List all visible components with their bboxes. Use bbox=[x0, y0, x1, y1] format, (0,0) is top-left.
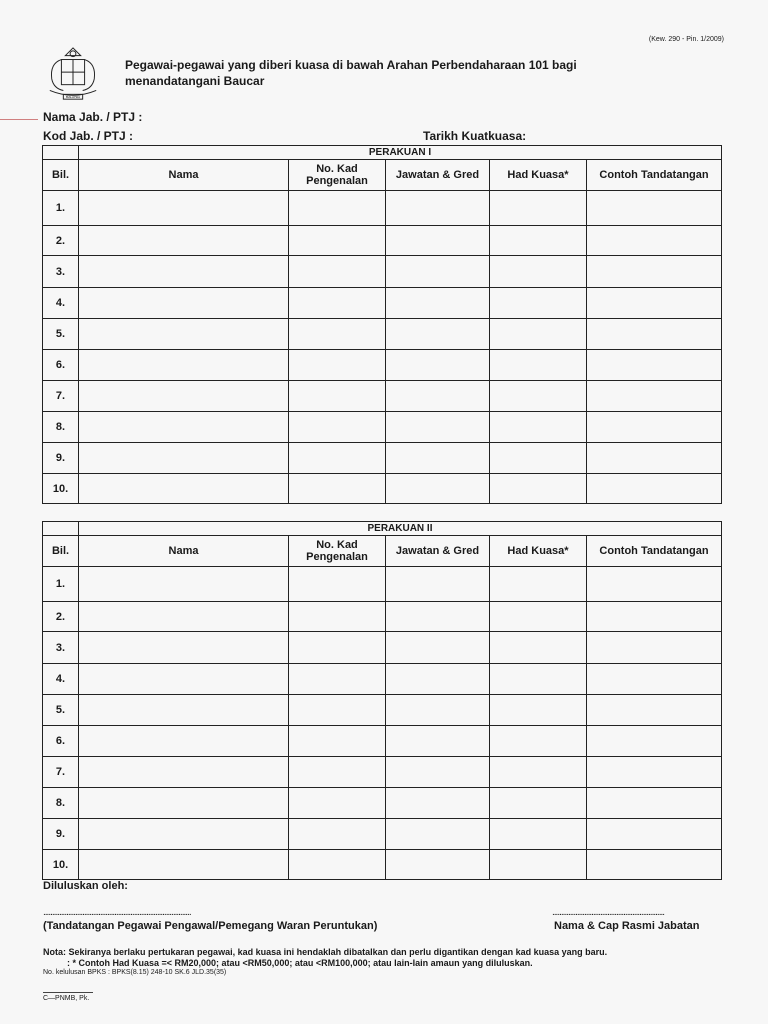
row-number: 7. bbox=[43, 757, 79, 788]
col-jawatan: Jawatan & Gred bbox=[386, 536, 490, 567]
jawatan-cell[interactable] bbox=[386, 664, 490, 695]
col-nama: Nama bbox=[79, 536, 289, 567]
had-cell[interactable] bbox=[490, 412, 587, 443]
col-bil: Bil. bbox=[43, 536, 79, 567]
contoh-cell[interactable] bbox=[587, 191, 722, 226]
jawatan-cell[interactable] bbox=[386, 850, 490, 880]
kad-cell[interactable] bbox=[289, 412, 386, 443]
nama-cell[interactable] bbox=[79, 350, 289, 381]
nama-cell[interactable] bbox=[79, 788, 289, 819]
table-row bbox=[43, 695, 722, 726]
table-row bbox=[43, 191, 722, 226]
jawatan-cell[interactable] bbox=[386, 191, 490, 226]
contoh-cell[interactable] bbox=[587, 567, 722, 602]
kad-cell[interactable] bbox=[289, 191, 386, 226]
contoh-cell[interactable] bbox=[587, 319, 722, 350]
row-number: 5. bbox=[43, 695, 79, 726]
row-number: 8. bbox=[43, 788, 79, 819]
jawatan-cell[interactable] bbox=[386, 602, 490, 632]
had-cell[interactable] bbox=[490, 695, 587, 726]
contoh-cell[interactable] bbox=[587, 695, 722, 726]
jawatan-cell[interactable] bbox=[386, 474, 490, 504]
contoh-cell[interactable] bbox=[587, 412, 722, 443]
footer-rule bbox=[43, 992, 93, 993]
nama-cell[interactable] bbox=[79, 443, 289, 474]
nama-cell[interactable] bbox=[79, 695, 289, 726]
contoh-cell[interactable] bbox=[587, 788, 722, 819]
kad-cell[interactable] bbox=[289, 726, 386, 757]
jawatan-cell[interactable] bbox=[386, 695, 490, 726]
col-jawatan: Jawatan & Gred bbox=[386, 160, 490, 191]
kad-cell[interactable] bbox=[289, 319, 386, 350]
perakuan-2-table bbox=[42, 521, 722, 880]
kad-cell[interactable] bbox=[289, 350, 386, 381]
kad-cell[interactable] bbox=[289, 474, 386, 504]
perakuan-2-title: PERAKUAN II bbox=[79, 522, 722, 536]
kad-cell[interactable] bbox=[289, 788, 386, 819]
nama-cell[interactable] bbox=[79, 850, 289, 880]
kad-cell[interactable] bbox=[289, 602, 386, 632]
table-row bbox=[43, 664, 722, 695]
table-row bbox=[43, 288, 722, 319]
row-number: 3. bbox=[43, 256, 79, 288]
row-number: 8. bbox=[43, 412, 79, 443]
jawatan-cell[interactable] bbox=[386, 443, 490, 474]
kad-cell[interactable] bbox=[289, 757, 386, 788]
table-row bbox=[43, 788, 722, 819]
signature-line-right: ............................................................... bbox=[552, 907, 665, 918]
kad-cell[interactable] bbox=[289, 632, 386, 664]
table-row bbox=[43, 819, 722, 850]
contoh-cell[interactable] bbox=[587, 850, 722, 880]
form-reference: (Kew. 290 - Pin. 1/2009) bbox=[648, 36, 724, 43]
nama-cell[interactable] bbox=[79, 757, 289, 788]
title-line-1: Pegawai-pegawai yang diberi kuasa di bawah Arahan Perbendaharaan 101 bagi bbox=[125, 58, 577, 72]
nama-cell[interactable] bbox=[79, 726, 289, 757]
nama-cell[interactable] bbox=[79, 191, 289, 226]
jawatan-cell[interactable] bbox=[386, 632, 490, 664]
had-cell[interactable] bbox=[490, 319, 587, 350]
col-had: Had Kuasa* bbox=[490, 536, 587, 567]
table-row bbox=[43, 602, 722, 632]
row-number: 10. bbox=[43, 850, 79, 880]
nama-cell[interactable] bbox=[79, 319, 289, 350]
row-number: 6. bbox=[43, 350, 79, 381]
kad-cell[interactable] bbox=[289, 567, 386, 602]
col-kad: No. Kad Pengenalan bbox=[289, 536, 386, 567]
row-number: 4. bbox=[43, 288, 79, 319]
jawatan-cell[interactable] bbox=[386, 788, 490, 819]
table-row bbox=[43, 350, 722, 381]
kad-cell[interactable] bbox=[289, 381, 386, 412]
kad-cell[interactable] bbox=[289, 288, 386, 319]
col-contoh: Contoh Tandatangan bbox=[587, 536, 722, 567]
row-number: 1. bbox=[43, 567, 79, 602]
nama-cell[interactable] bbox=[79, 256, 289, 288]
form-title bbox=[125, 57, 577, 89]
row-number: 9. bbox=[43, 443, 79, 474]
table-row bbox=[43, 726, 722, 757]
contoh-cell[interactable] bbox=[587, 632, 722, 664]
had-cell[interactable] bbox=[490, 191, 587, 226]
had-cell[interactable] bbox=[490, 226, 587, 256]
nama-cell[interactable] bbox=[79, 381, 289, 412]
margin-mark bbox=[0, 119, 38, 120]
jawatan-cell[interactable] bbox=[386, 726, 490, 757]
kad-cell[interactable] bbox=[289, 226, 386, 256]
note-line-2: : * Contoh Had Kuasa =< RM20,000; atau <RM50,000; atau <RM100,000; atau lain-lain amaun yang diluluskan. bbox=[67, 958, 533, 968]
table-row bbox=[43, 412, 722, 443]
contoh-cell[interactable] bbox=[587, 443, 722, 474]
row-number: 5. bbox=[43, 319, 79, 350]
kad-cell[interactable] bbox=[289, 819, 386, 850]
table-row bbox=[43, 474, 722, 504]
had-cell[interactable] bbox=[490, 632, 587, 664]
row-number: 10. bbox=[43, 474, 79, 504]
had-cell[interactable] bbox=[490, 474, 587, 504]
col-kad: No. Kad Pengenalan bbox=[289, 160, 386, 191]
had-cell[interactable] bbox=[490, 256, 587, 288]
col-bil: Bil. bbox=[43, 160, 79, 191]
table-row bbox=[43, 757, 722, 788]
had-cell[interactable] bbox=[490, 443, 587, 474]
kad-cell[interactable] bbox=[289, 695, 386, 726]
contoh-cell[interactable] bbox=[587, 256, 722, 288]
table-row bbox=[43, 319, 722, 350]
table-row bbox=[43, 443, 722, 474]
signature-right-caption: Nama & Cap Rasmi Jabatan bbox=[554, 920, 700, 932]
jawatan-cell[interactable] bbox=[386, 350, 490, 381]
approval-reference: No. kelulusan BPKS : BPKS(8.15) 248-10 SK.6 JLD.35(35) bbox=[43, 969, 227, 976]
had-cell[interactable] bbox=[490, 788, 587, 819]
had-cell[interactable] bbox=[490, 757, 587, 788]
contoh-cell[interactable] bbox=[587, 602, 722, 632]
nama-cell[interactable] bbox=[79, 474, 289, 504]
coat-of-arms-icon bbox=[44, 46, 102, 104]
jawatan-cell[interactable] bbox=[386, 256, 490, 288]
contoh-cell[interactable] bbox=[587, 350, 722, 381]
note-line-1: Nota: Sekiranya berlaku pertukaran pegawai, kad kuasa ini hendaklah dibatalkan dan perlu digantikan dengan kad kuasa yang baru. bbox=[43, 947, 608, 957]
col-had: Had Kuasa* bbox=[490, 160, 587, 191]
signature-left-caption: (Tandatangan Pegawai Pengawal/Pemegang Waran Peruntukan) bbox=[43, 920, 378, 932]
had-cell[interactable] bbox=[490, 381, 587, 412]
nama-cell[interactable] bbox=[79, 632, 289, 664]
nama-cell[interactable] bbox=[79, 819, 289, 850]
row-number: 7. bbox=[43, 381, 79, 412]
nama-cell[interactable] bbox=[79, 412, 289, 443]
table-row bbox=[43, 226, 722, 256]
kod-jab-label: Kod Jab. / PTJ : bbox=[43, 129, 134, 143]
nama-cell[interactable] bbox=[79, 288, 289, 319]
title-line-2: menandatangani Baucar bbox=[125, 74, 265, 88]
perakuan-1-table bbox=[42, 145, 722, 504]
jawatan-cell[interactable] bbox=[386, 288, 490, 319]
tarikh-label: Tarikh Kuatkuasa: bbox=[423, 129, 527, 143]
jawatan-cell[interactable] bbox=[386, 381, 490, 412]
table-row bbox=[43, 850, 722, 880]
had-cell[interactable] bbox=[490, 819, 587, 850]
had-cell[interactable] bbox=[490, 602, 587, 632]
jawatan-cell[interactable] bbox=[386, 226, 490, 256]
had-cell[interactable] bbox=[490, 567, 587, 602]
row-number: 3. bbox=[43, 632, 79, 664]
contoh-cell[interactable] bbox=[587, 226, 722, 256]
jawatan-cell[interactable] bbox=[386, 412, 490, 443]
row-number: 9. bbox=[43, 819, 79, 850]
nama-cell[interactable] bbox=[79, 664, 289, 695]
nama-cell[interactable] bbox=[79, 567, 289, 602]
signature-line-left: ................................................................................... bbox=[43, 907, 191, 918]
contoh-cell[interactable] bbox=[587, 474, 722, 504]
contoh-cell[interactable] bbox=[587, 819, 722, 850]
perakuan-1-title: PERAKUAN I bbox=[79, 146, 722, 160]
row-number: 2. bbox=[43, 226, 79, 256]
kad-cell[interactable] bbox=[289, 443, 386, 474]
row-number: 1. bbox=[43, 191, 79, 226]
jawatan-cell[interactable] bbox=[386, 757, 490, 788]
col-contoh: Contoh Tandatangan bbox=[587, 160, 722, 191]
contoh-cell[interactable] bbox=[587, 757, 722, 788]
kad-cell[interactable] bbox=[289, 256, 386, 288]
contoh-cell[interactable] bbox=[587, 381, 722, 412]
svg-text:MALAYSIA: MALAYSIA bbox=[65, 95, 81, 100]
table-row bbox=[43, 567, 722, 602]
jawatan-cell[interactable] bbox=[386, 319, 490, 350]
had-cell[interactable] bbox=[490, 664, 587, 695]
had-cell[interactable] bbox=[490, 726, 587, 757]
had-cell[interactable] bbox=[490, 850, 587, 880]
kad-cell[interactable] bbox=[289, 850, 386, 880]
col-nama: Nama bbox=[79, 160, 289, 191]
contoh-cell[interactable] bbox=[587, 288, 722, 319]
diluluskan-label: Diluluskan oleh: bbox=[43, 880, 128, 892]
jawatan-cell[interactable] bbox=[386, 819, 490, 850]
row-number: 4. bbox=[43, 664, 79, 695]
contoh-cell[interactable] bbox=[587, 664, 722, 695]
nama-cell[interactable] bbox=[79, 226, 289, 256]
row-number: 2. bbox=[43, 602, 79, 632]
contoh-cell[interactable] bbox=[587, 726, 722, 757]
kad-cell[interactable] bbox=[289, 664, 386, 695]
table-row bbox=[43, 632, 722, 664]
had-cell[interactable] bbox=[490, 288, 587, 319]
nama-cell[interactable] bbox=[79, 602, 289, 632]
printer-reference: C—PNMB, Pk. bbox=[43, 995, 90, 1002]
table-row bbox=[43, 256, 722, 288]
had-cell[interactable] bbox=[490, 350, 587, 381]
nama-jab-label: Nama Jab. / PTJ : bbox=[43, 110, 143, 124]
table-row bbox=[43, 381, 722, 412]
row-number: 6. bbox=[43, 726, 79, 757]
jawatan-cell[interactable] bbox=[386, 567, 490, 602]
